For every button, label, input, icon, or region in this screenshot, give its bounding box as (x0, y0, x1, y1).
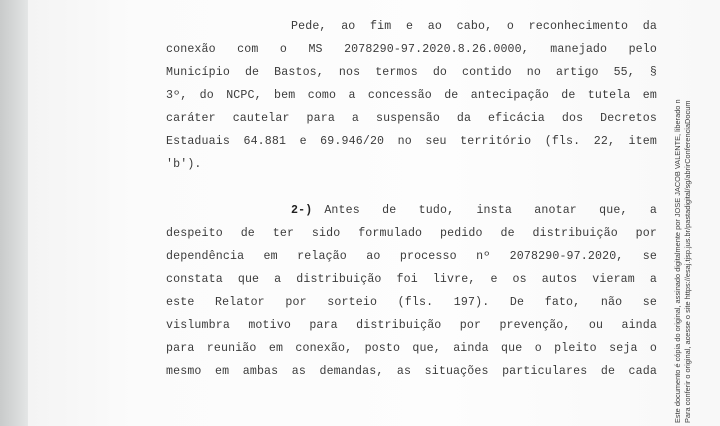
paragraph2-line-8: mesmo em ambas as demandas, as situações particulares de cada (166, 365, 657, 378)
paragraph1-line-6: Estaduais 64.881 e 69.946/20 no seu território (fls. 22, item (166, 135, 657, 148)
signature-note-line-2: Para conferir o original, acesse o site https://esaj.tjsp.jus.br/pastadigital/sg/abrirConferenciaDocum (683, 100, 692, 423)
page-edge-shadow (0, 0, 28, 426)
paragraph2-line-4: constata que a distribuição foi livre, e os autos vieram a (166, 273, 657, 286)
signature-note-line-1: Este documento é cópia do original, assinado digitalmente por JOSE JACOB VALENTE, liberado n (673, 99, 682, 423)
paragraph1-line-4: 3º, do NCPC, bem como a concessão de antecipação de tutela em (166, 89, 657, 102)
paragraph2-line-7: para reunião em conexão, posto que, ainda que o pleito seja o (166, 342, 657, 355)
paragraph1-line-5: caráter cautelar para a suspensão da eficácia dos Decretos (166, 112, 657, 125)
paragraph1-line-1: Pede, ao fim e ao cabo, o reconhecimento da (291, 20, 657, 33)
paragraph2-line-1: Antes de tudo, insta anotar que, a (324, 204, 657, 217)
paragraph2-number: 2-) (291, 204, 313, 217)
paragraph2-line-5: este Relator por sorteio (fls. 197). De fato, não se (166, 296, 657, 309)
paragraph2-line-6: vislumbra motivo para distribuição por prevenção, ou ainda (166, 319, 657, 332)
document-page (28, 0, 720, 426)
paragraph1-line-7: 'b'). (166, 158, 202, 171)
paragraph2-line-2: despeito de ter sido formulado pedido de distribuição por (166, 227, 657, 240)
paragraph1-line-3: Município de Bastos, nos termos do contido no artigo 55, § (166, 66, 657, 79)
paragraph1-line-2: conexão com o MS 2078290-97.2020.8.26.0000, manejado pelo (166, 43, 657, 56)
digital-signature-note (673, 3, 693, 423)
paragraph2-line-3: dependência em relação ao processo nº 2078290-97.2020, se (166, 250, 657, 263)
paragraph2-first-line (291, 204, 657, 217)
